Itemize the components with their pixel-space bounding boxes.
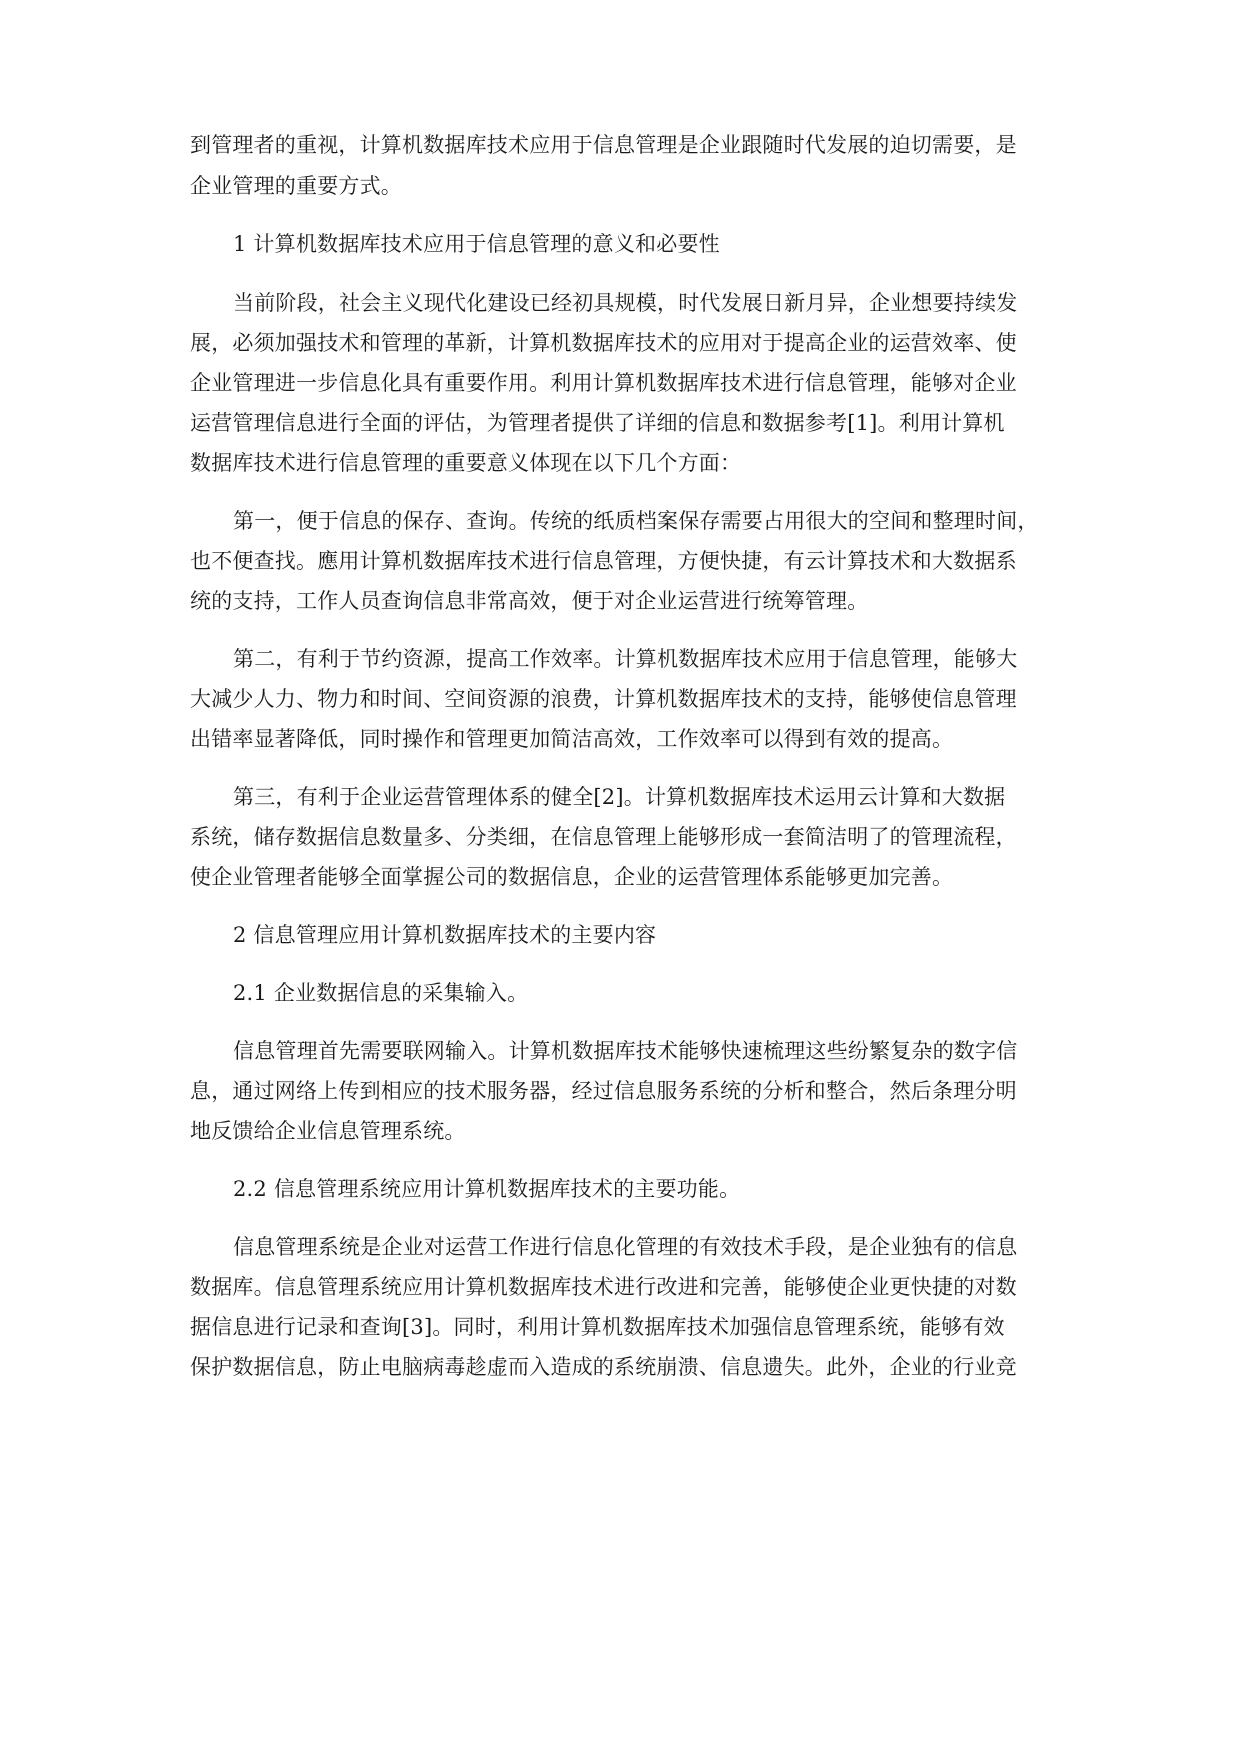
text-line: 第一，便于信息的保存、查询。传统的纸质档案保存需要占用很大的空间和整理时间， (233, 509, 1039, 533)
text-line: 企业管理的重要方式。 (190, 174, 402, 198)
text-line: 数据库。信息管理系统应用计算机数据库技术进行改进和完善，能够使企业更快捷的对数 (190, 1275, 1017, 1299)
text-line: 大减少人力、物力和时间、空间资源的浪费，计算机数据库技术的支持，能够使信息管理 (190, 687, 1017, 711)
text-line: 系统，储存数据信息数量多、分类细，在信息管理上能够形成一套简洁明了的管理流程， (190, 825, 1017, 849)
text-line: 数据库技术进行信息管理的重要意义体现在以下几个方面： (190, 451, 742, 475)
text-line: 也不便查找。應用计算机数据库技术进行信息管理，方便快捷，有云计算技术和大数据系 (190, 549, 1017, 573)
text-line: 第二，有利于节约资源，提高工作效率。计算机数据库技术应用于信息管理，能够大 (233, 647, 1018, 671)
text-line: 第三，有利于企业运营管理体系的健全[2]。计算机数据库技术运用云计算和大数据 (233, 785, 1006, 809)
text-line: 息，通过网络上传到相应的技术服务器，经过信息服务系统的分析和整合，然后条理分明 (190, 1079, 1017, 1103)
text-line: 到管理者的重视，计算机数据库技术应用于信息管理是企业跟随时代发展的迫切需要，是 (190, 133, 1017, 157)
text-line: 保护数据信息，防止电脑病毒趁虚而入造成的系统崩溃、信息遗失。此外，企业的行业竞 (190, 1355, 1017, 1379)
subsection-heading: 2.1 企业数据信息的采集输入。 (233, 981, 529, 1005)
text-line: 信息管理系统是企业对运营工作进行信息化管理的有效技术手段，是企业独有的信息 (233, 1235, 1018, 1259)
text-line: 统的支持，工作人员查询信息非常高效，便于对企业运营进行统筹管理。 (190, 589, 869, 613)
text-line: 地反馈给企业信息管理系统。 (190, 1119, 466, 1143)
text-line: 据信息进行记录和查询[3]。同时，利用计算机数据库技术加强信息管理系统，能够有效 (190, 1315, 1005, 1339)
section-heading: 2 信息管理应用计算机数据库技术的主要内容 (233, 923, 657, 947)
text-line: 使企业管理者能够全面掌握公司的数据信息，企业的运营管理体系能够更加完善。 (190, 865, 954, 889)
text-line: 企业管理进一步信息化具有重要作用。利用计算机数据库技术进行信息管理，能够对企业 (190, 371, 1017, 395)
subsection-heading: 2.2 信息管理系统应用计算机数据库技术的主要功能。 (233, 1177, 741, 1201)
text-line: 展，必须加强技术和管理的革新，计算机数据库技术的应用对于提高企业的运营效率、使 (190, 331, 1017, 355)
text-line: 信息管理首先需要联网输入。计算机数据库技术能够快速梳理这些纷繁复杂的数字信 (233, 1039, 1018, 1063)
text-line: 出错率显著降低，同时操作和管理更加简洁高效，工作效率可以得到有效的提高。 (190, 727, 954, 751)
text-line: 当前阶段，社会主义现代化建设已经初具规模，时代发展日新月异，企业想要持续发 (233, 291, 1018, 315)
text-line: 运营管理信息进行全面的评估，为管理者提供了详细的信息和数据参考[1]。利用计算机 (190, 411, 1005, 435)
section-heading: 1 计算机数据库技术应用于信息管理的意义和必要性 (233, 232, 720, 256)
